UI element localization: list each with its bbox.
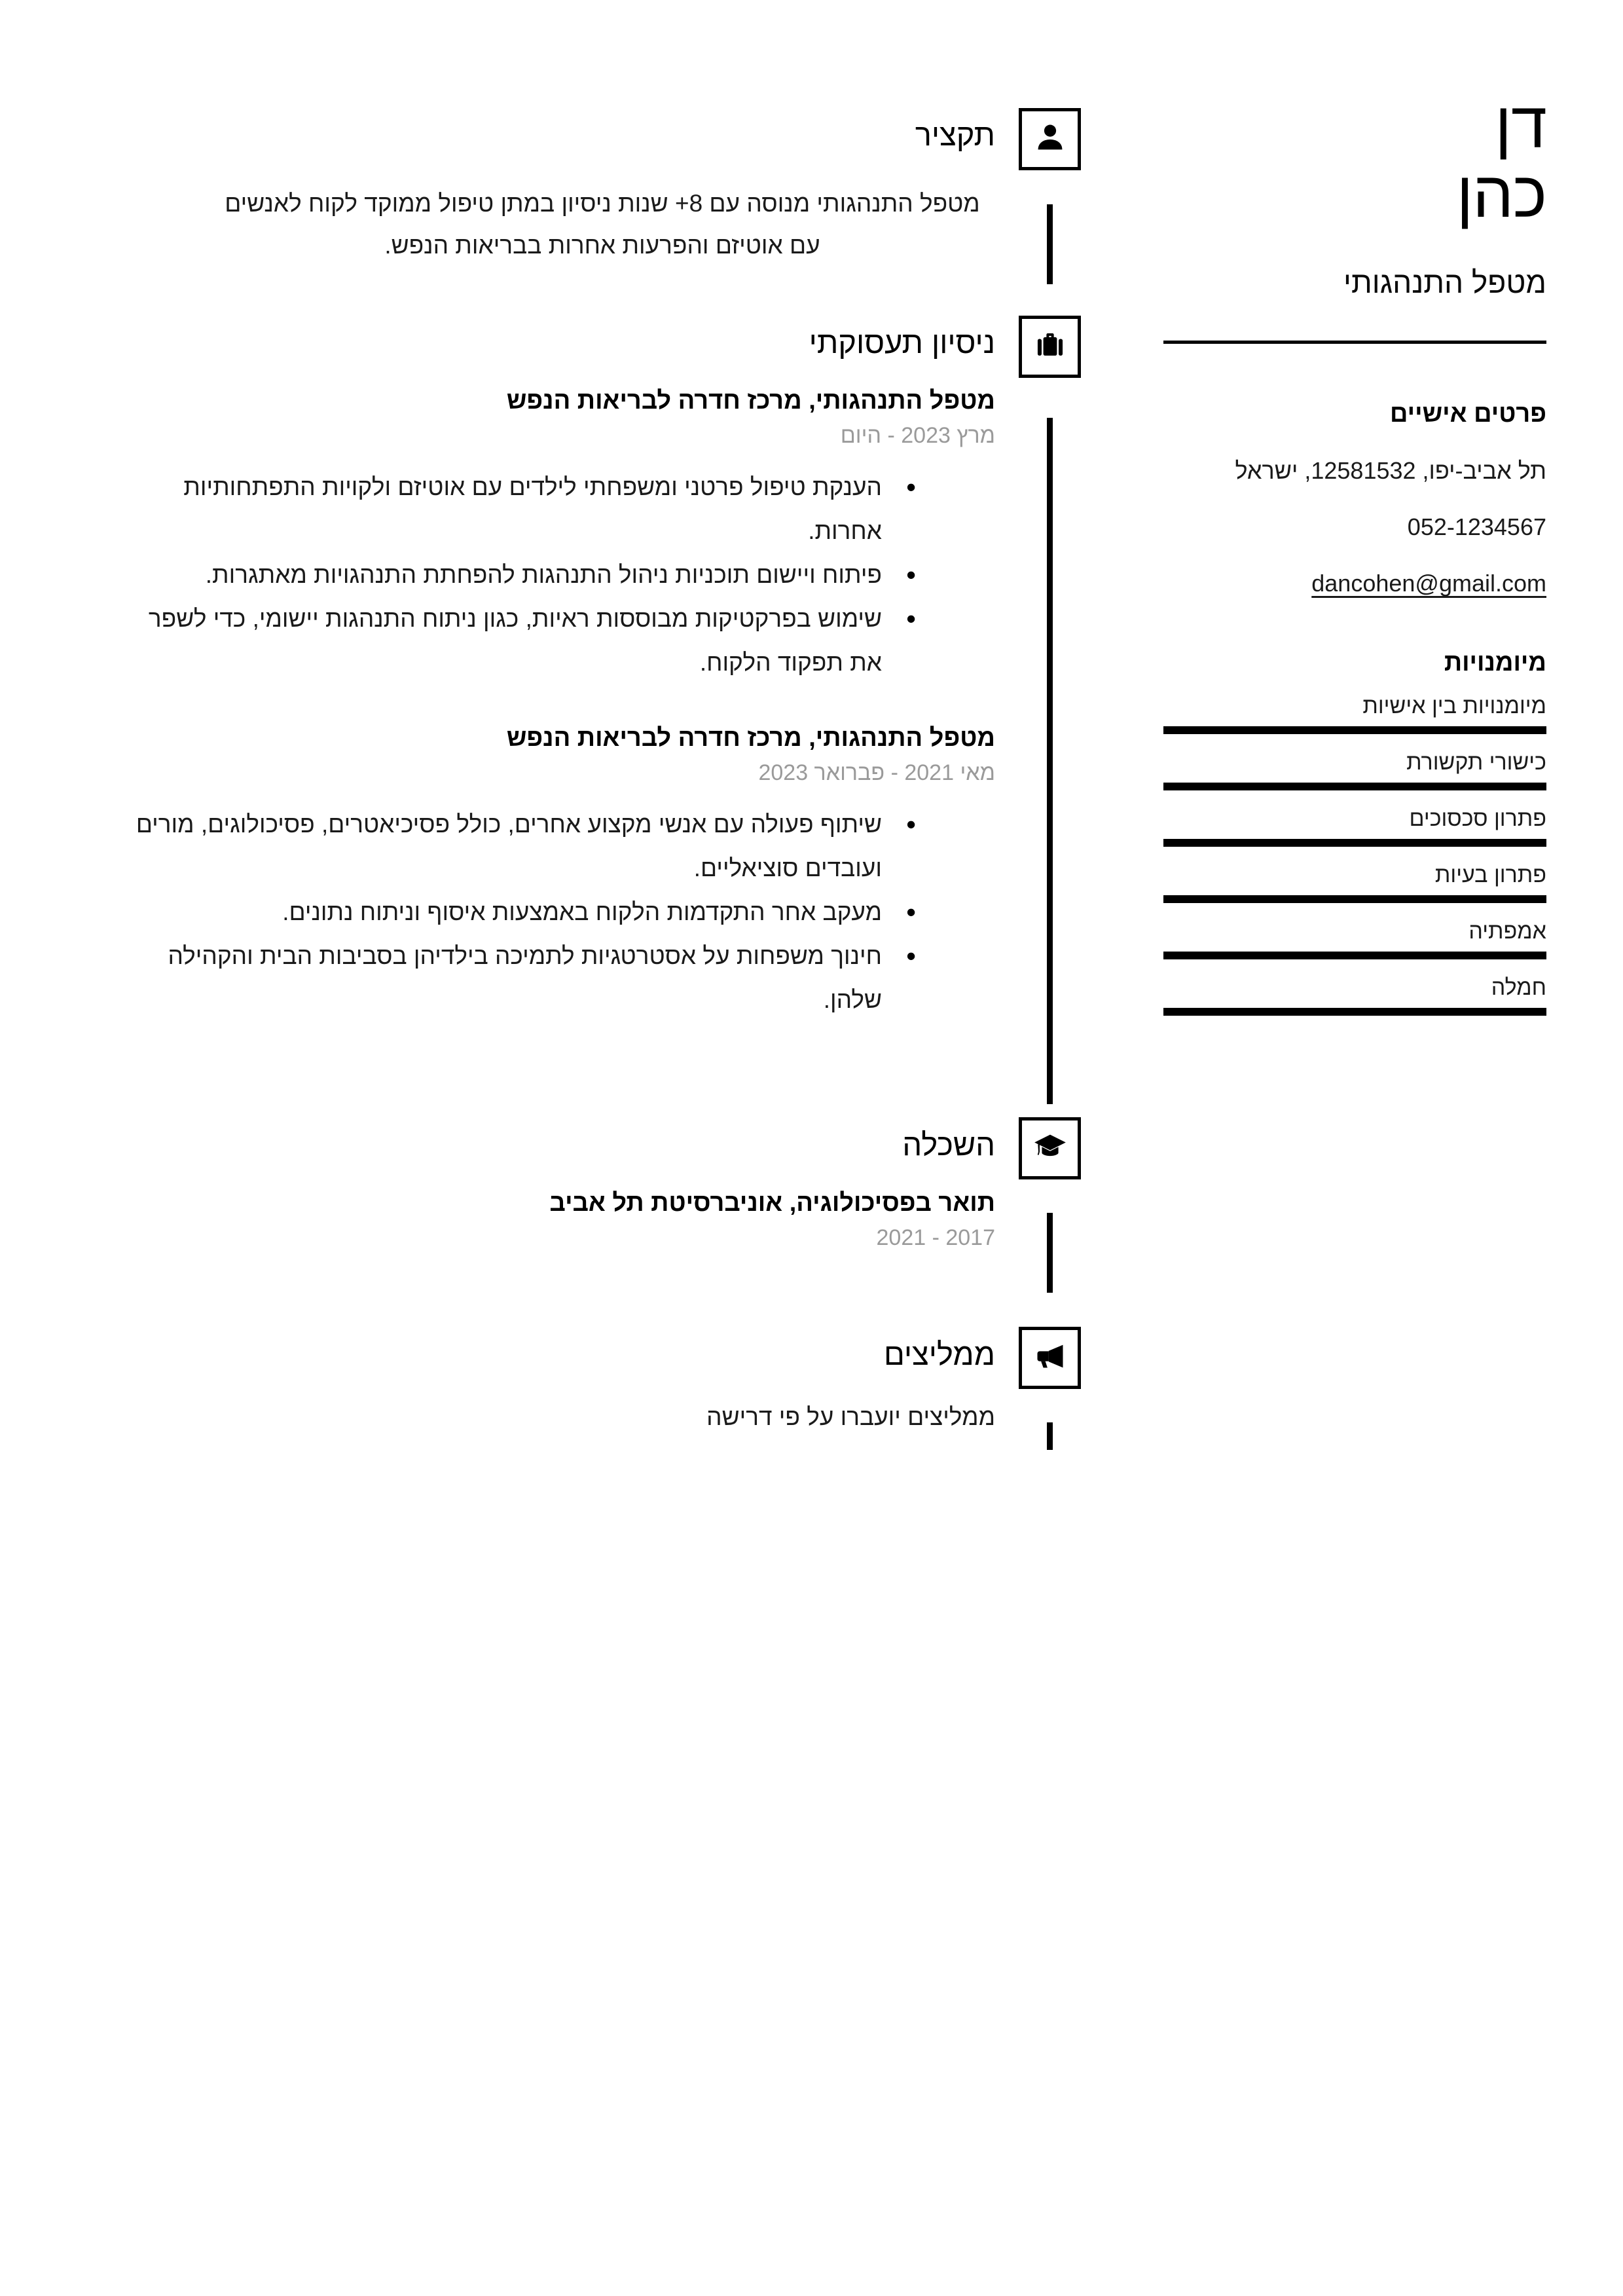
references-text: ממליצים יועברו על פי דרישה (706, 1403, 995, 1430)
skills-heading: מיומנויות (1444, 649, 1546, 676)
skill-bar (1163, 952, 1546, 959)
education-heading: השכלה (902, 1127, 995, 1162)
education-section (118, 1113, 995, 1251)
skill-bar-track (1163, 783, 1546, 790)
email-link[interactable]: dancohen@gmail.com (1311, 570, 1546, 597)
last-name: כהן (1456, 158, 1546, 231)
skill-label: כישורי תקשורת (1406, 750, 1546, 775)
skill-row (1163, 917, 1546, 959)
skill-label: פתרון בעיות (1434, 862, 1546, 887)
skill-bar (1163, 726, 1546, 734)
job-bullet: • מעקב אחר התקדמות הלקוח באמצעות איסוף וניתוח נתונים. (118, 890, 920, 934)
candidate-name (1163, 90, 1546, 229)
experience-section-marker (1019, 316, 1081, 378)
skill-bar-track (1163, 1008, 1546, 1016)
job-bullet: • שיתוף פעולה עם אנשי מקצוע אחרים, כולל פסיכיאטרים, פסיכולוגים, מורים ועובדים סוציאליים. (118, 802, 920, 890)
experience-section (118, 311, 995, 1022)
skill-label: פתרון סכסוכים (1409, 806, 1546, 831)
skill-row (1163, 974, 1546, 1016)
education-entry (118, 1187, 995, 1251)
person-icon (1033, 120, 1067, 158)
education-title: תואר בפסיכולוגיה, אוניברסיטת תל אביב (549, 1189, 995, 1217)
skill-bar-track (1163, 952, 1546, 959)
phone: 052-1234567 (1407, 513, 1546, 540)
skill-label: חמלה (1491, 975, 1546, 1000)
skill-bar (1163, 1008, 1546, 1016)
education-section-marker (1019, 1117, 1081, 1179)
timeline-line (1047, 1213, 1053, 1293)
skill-label: מיומנויות בין אישיות (1362, 694, 1546, 718)
job-bullet: • חינוך משפחות על אסטרטגיות לתמיכה בילדיהן בסביבות הבית והקהילה שלהן. (118, 934, 920, 1022)
skill-row (1163, 692, 1546, 734)
timeline-line (1047, 204, 1053, 284)
sidebar-divider (1163, 341, 1546, 344)
megaphone-icon (1033, 1339, 1067, 1377)
skill-bar-track (1163, 839, 1546, 847)
skill-row (1163, 805, 1546, 847)
skill-row (1163, 749, 1546, 790)
job-bullet: • פיתוח ויישום תוכניות ניהול התנהגות להפחתת התנהגויות מאתגרות. (118, 553, 920, 597)
summary-text: מטפל התנהגותי מנוסה עם 8+ שנות ניסיון במתן טיפול ממוקד לקוח לאנשים עם אוטיזם והפרעות אחרות בבריאות הנפש. (225, 190, 980, 259)
address: תל אביב-יפו, 12581532, ישראל (1235, 457, 1546, 484)
skill-label: אמפתיה (1468, 919, 1546, 944)
references-section (118, 1323, 995, 1434)
job-entry (118, 385, 995, 684)
candidate-job-title: מטפל התנהגותי (1343, 265, 1546, 299)
skill-bar-track (1163, 726, 1546, 734)
timeline-line (1047, 1422, 1053, 1450)
skill-bar (1163, 783, 1546, 790)
job-dates: מאי 2021 - פברואר 2023 (758, 760, 995, 785)
first-name: דן (1495, 88, 1546, 161)
summary-section (118, 103, 995, 267)
sidebar (1163, 90, 1546, 1016)
timeline-line (1047, 418, 1053, 1104)
summary-section-marker (1019, 108, 1081, 170)
skill-bar (1163, 895, 1546, 903)
references-section-marker (1019, 1327, 1081, 1389)
skill-bar (1163, 839, 1546, 847)
job-bullet: • הענקת טיפול פרטני ומשפחתי לילדים עם אוטיזם ולקויות התפתחותיות אחרות. (118, 465, 920, 553)
skill-row (1163, 861, 1546, 903)
experience-heading: ניסיון תעסוקתי (809, 325, 995, 360)
job-entry (118, 722, 995, 1022)
job-title: מטפל התנהגותי, מרכז חדרה לבריאות הנפש (506, 724, 995, 752)
summary-heading: תקציר (915, 117, 995, 152)
job-bullets (118, 802, 920, 1022)
skill-bar-track (1163, 895, 1546, 903)
job-bullets (118, 465, 920, 684)
job-title: מטפל התנהגותי, מרכז חדרה לבריאות הנפש (506, 387, 995, 415)
email (1163, 569, 1546, 598)
briefcase-icon (1033, 328, 1067, 365)
graduation-cap-icon (1033, 1130, 1067, 1167)
education-dates: 2017 - 2021 (876, 1225, 995, 1250)
personal-details-heading: פרטים אישיים (1390, 400, 1546, 428)
job-bullet: • שימוש בפרקטיקות מבוססות ראיות, כגון ניתוח התנהגות יישומי, כדי לשפר את תפקוד הלקוח. (118, 597, 920, 684)
references-heading: ממליצים (884, 1337, 995, 1371)
job-dates: מרץ 2023 - היום (840, 423, 995, 448)
